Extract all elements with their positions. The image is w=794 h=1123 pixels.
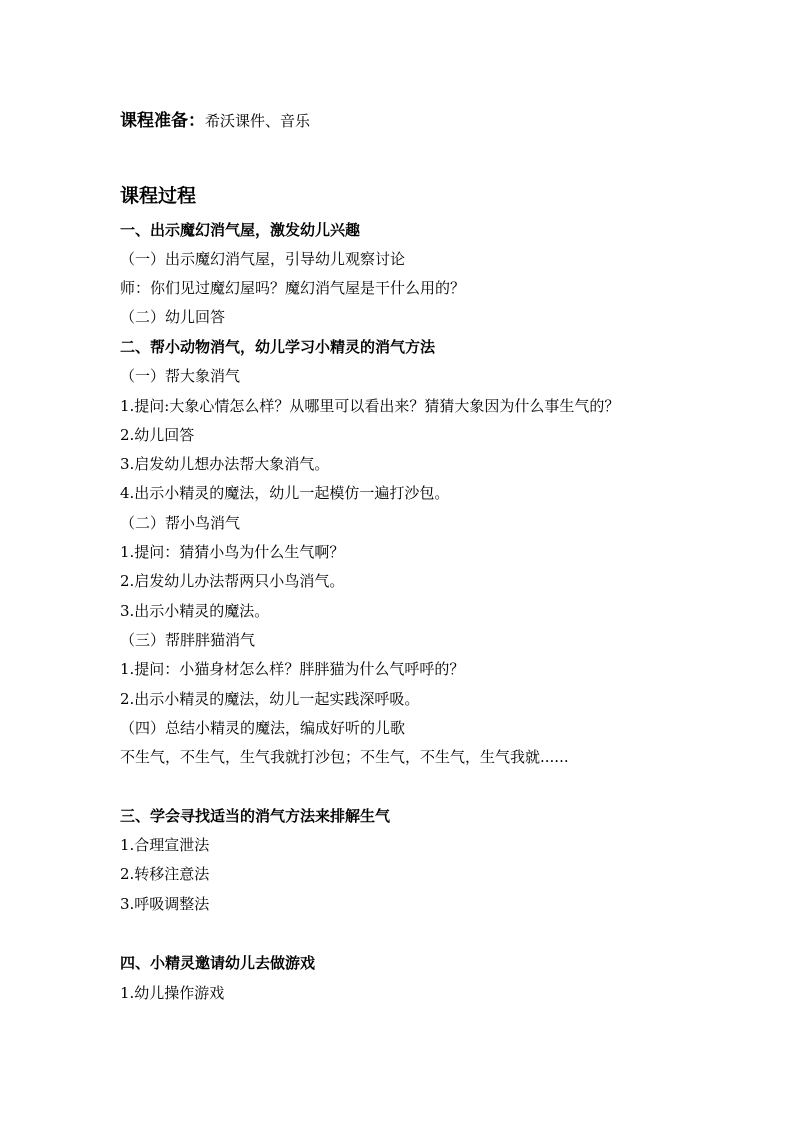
list-item: 1.提问：小猫身材怎么样？胖胖猫为什么气呼呼的？ [120,660,465,678]
subsection-2-1: （一）帮大象消气 [120,367,241,385]
section-heading-3: 三、学会寻找适当的消气方法来排解生气 [120,807,391,825]
subsection-2-4: （四）总结小精灵的魔法，编成好听的儿歌 [120,719,406,737]
subsection-2-2: （二）帮小鸟消气 [120,514,241,532]
paragraph-line: 师：你们见过魔幻屋吗？魔幻消气屋是干什么用的？ [120,279,466,297]
list-item: 1.提问：猜猜小鸟为什么生气啊？ [120,543,345,561]
section-heading-4: 四、小精灵邀请幼儿去做游戏 [120,954,316,972]
subsection-2-3: （三）帮胖胖猫消气 [120,631,256,649]
rhyme-line: 不生气，不生气，生气我就打沙包；不生气，不生气，生气我就...... [120,748,569,766]
section-heading-2: 二、帮小动物消气，幼儿学习小精灵的消气方法 [120,338,436,356]
list-item: 2.启发幼儿办法帮两只小鸟消气。 [120,572,345,590]
course-prep-value: 希沃课件、音乐 [205,112,311,130]
course-prep-label: 课程准备： [120,111,205,131]
list-item: 1.合理宣泄法 [120,836,210,854]
list-item: 4.出示小精灵的魔法，幼儿一起模仿一遍打沙包。 [120,484,450,502]
subsection-1-2: （二）幼儿回答 [120,308,226,326]
course-prep-line [120,111,310,131]
subsection-1-1: （一）出示魔幻消气屋，引导幼儿观察讨论 [120,250,406,268]
list-item: 2.转移注意法 [120,865,210,883]
course-process-heading: 课程过程 [120,185,197,207]
list-item: 3.呼吸调整法 [120,895,210,913]
list-item: 1.提问:大象心情怎么样？从哪里可以看出来？猜猜大象因为什么事生气的？ [120,397,620,415]
list-item: 2.出示小精灵的魔法，幼儿一起实践深呼吸。 [120,690,420,708]
list-item: 1.幼儿操作游戏 [120,984,225,1002]
list-item: 3.启发幼儿想办法帮大象消气。 [120,455,330,473]
list-item: 3.出示小精灵的魔法。 [120,602,270,620]
section-heading-1: 一、出示魔幻消气屋，激发幼儿兴趣 [120,221,361,239]
list-item: 2.幼儿回答 [120,426,195,444]
